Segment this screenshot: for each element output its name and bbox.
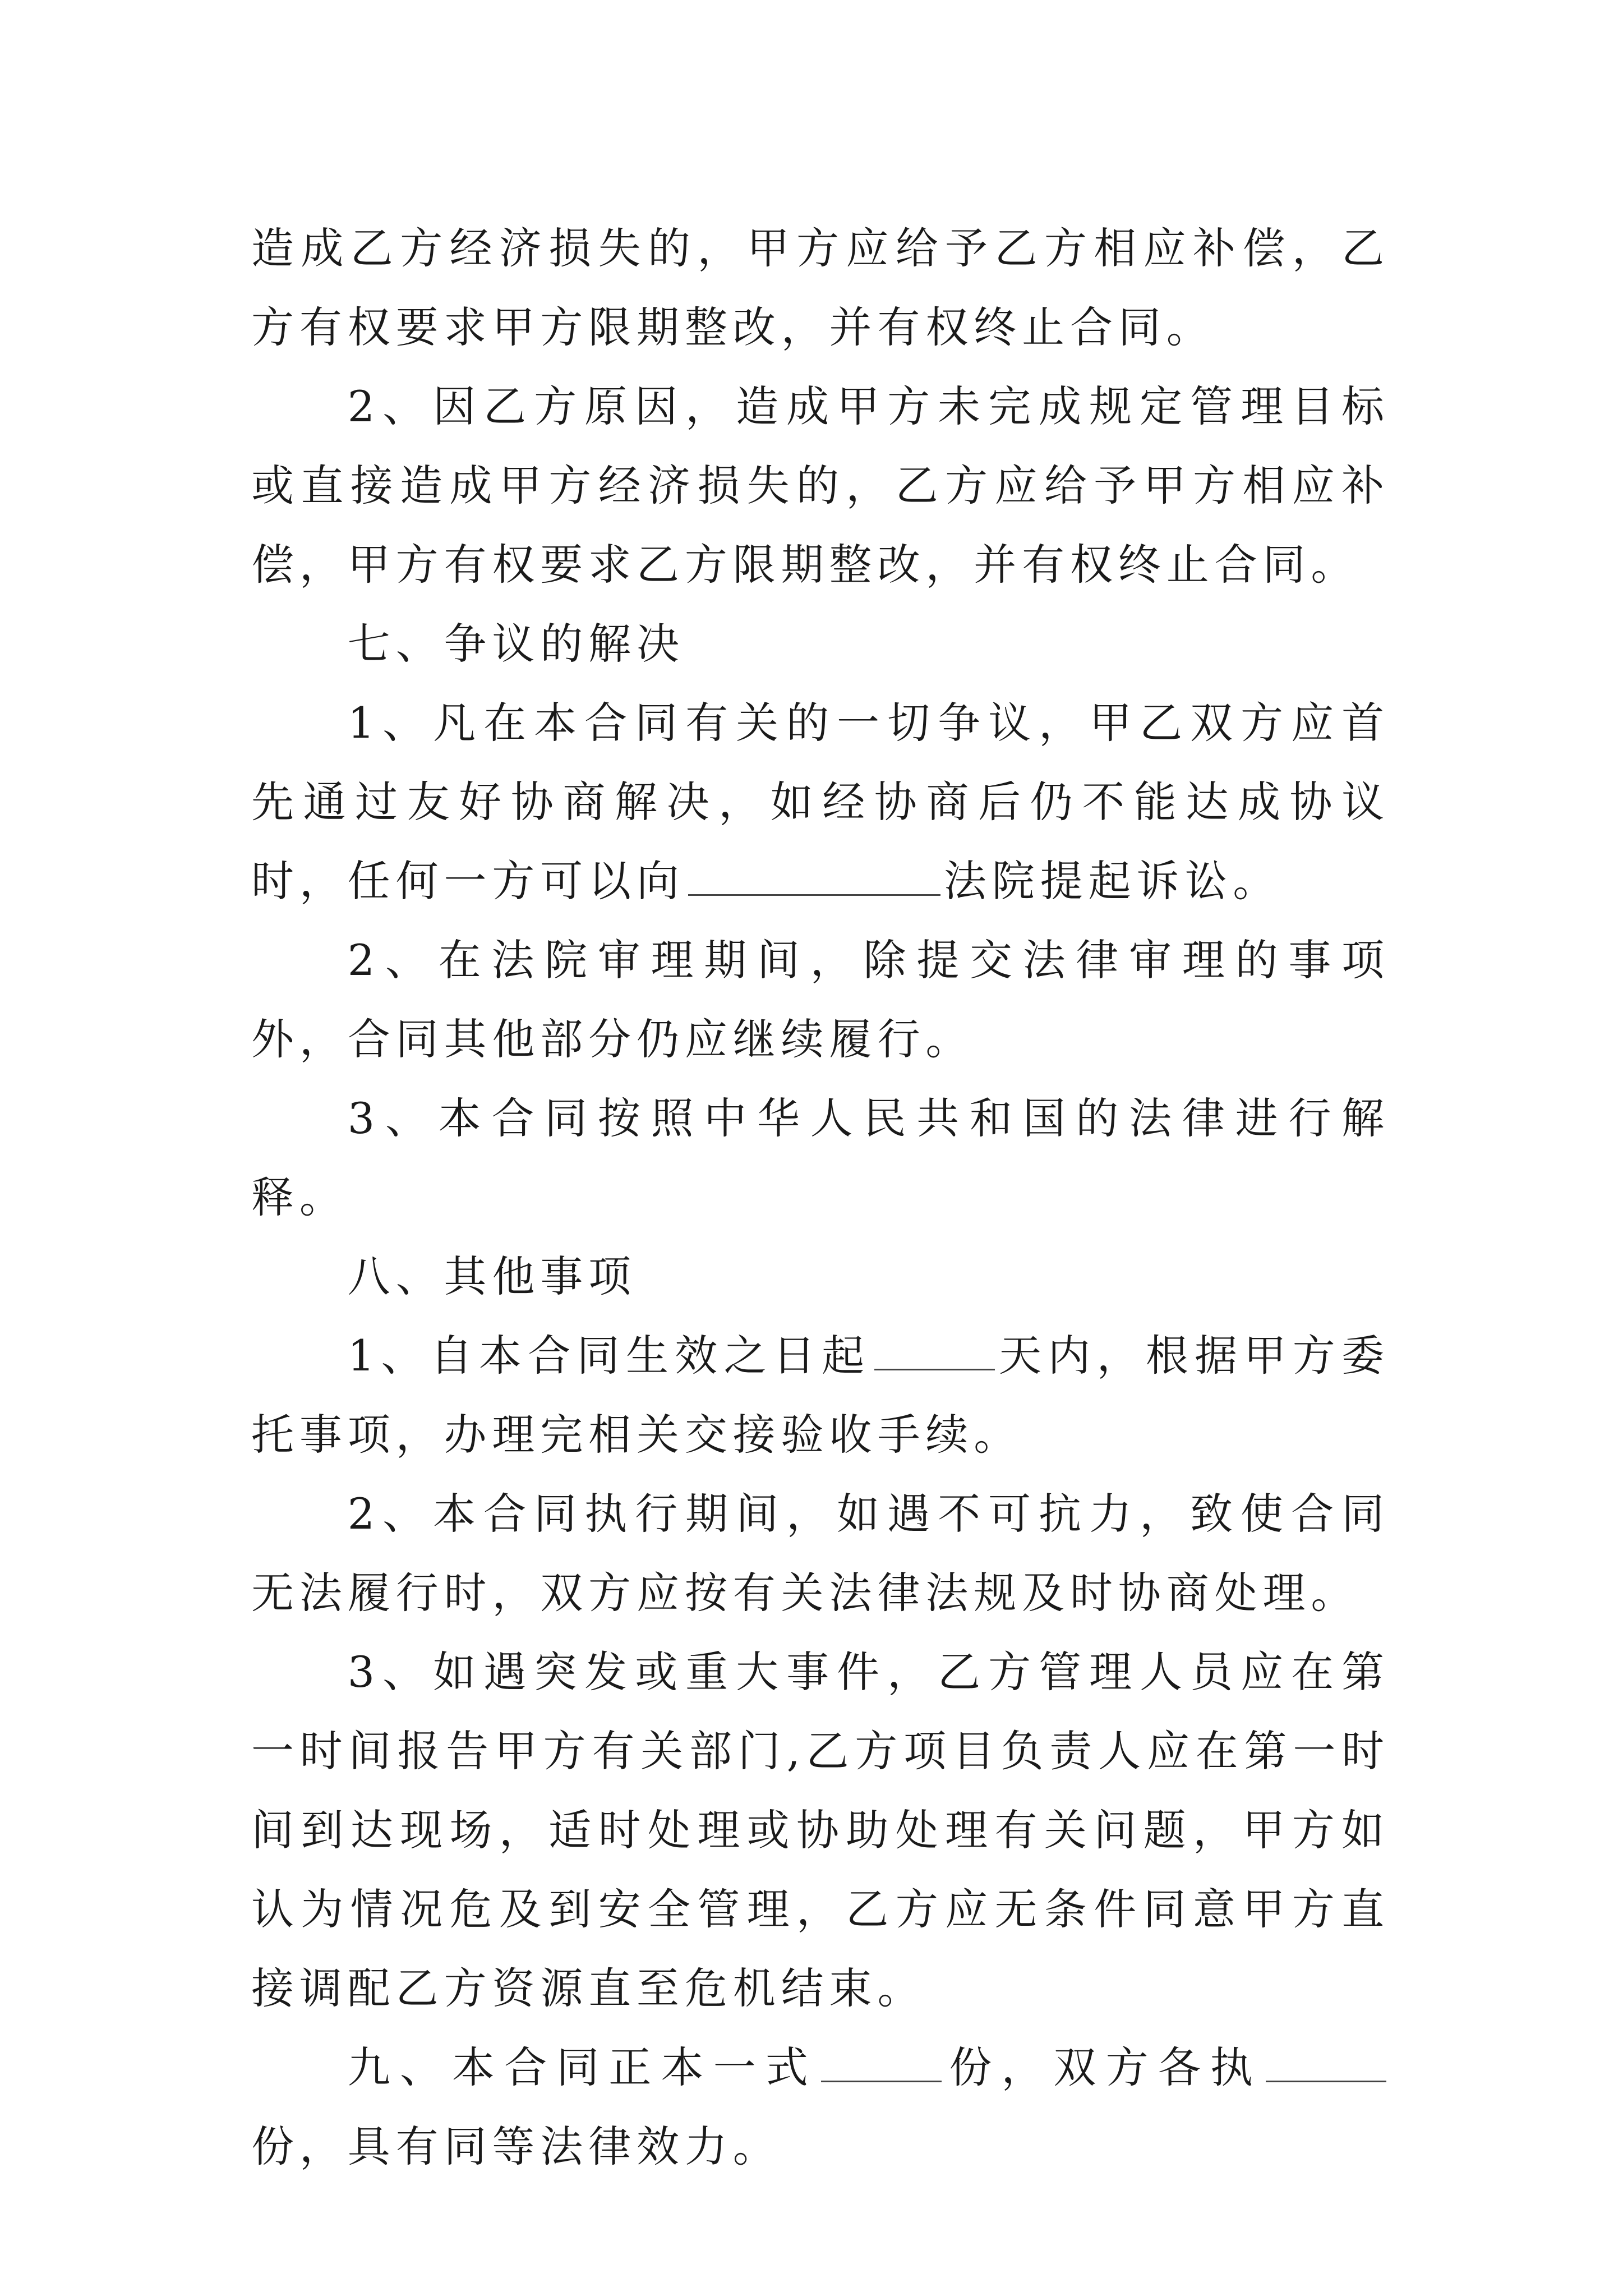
handover-text-before: 1、自本合同生效之日起 (347, 1331, 871, 1381)
paragraph-compensation-end: 造成乙方经济损失的，甲方应给予乙方相应补偿，乙方有权要求甲方限期整改，并有权终止合同。 (251, 223, 1390, 352)
paragraph-copies (251, 2028, 1390, 2186)
dispute-court-text-before: 1、凡在本合同有关的一切争议，甲乙双方应首先通过友好协商解决，如经协商后仍不能达成协议时，任何一方可以向 (251, 698, 1390, 906)
paragraph-governing-law: 3、本合同按照中华人民共和国的法律进行解释。 (251, 1093, 1390, 1222)
paragraph-force-majeure: 2、本合同执行期间，如遇不可抗力，致使合同无法履行时，双方应按有关法律法规及时协商处理。 (251, 1489, 1390, 1618)
court-name-blank (688, 855, 940, 896)
total-copies-blank (821, 2041, 942, 2082)
document-body (251, 209, 1390, 2186)
each-party-copies-blank (1266, 2041, 1386, 2082)
handover-text-after: 天内，根据甲方委托事项，办理完相关交接验收手续。 (251, 1331, 1390, 1460)
paragraph-emergency: 3、如遇突发或重大事件，乙方管理人员应在第一时间报告甲方有关部门,乙方项目负责人应在第一时间到达现场，适时处理或协助处理有关问题，甲方如认为情况危及到安全管理，乙方应无条件同意甲方直接调配乙方资源直至危机结束。 (251, 1647, 1390, 2013)
copies-text-after: 份，具有同等法律效力。 (251, 2122, 781, 2171)
paragraph-handover-days (251, 1316, 1390, 1474)
paragraph-dispute-court (251, 683, 1390, 921)
days-blank (874, 1329, 995, 1370)
copies-text-middle: 份，双方各执 (944, 2042, 1263, 2092)
paragraph-court-period: 2、在法院审理期间，除提交法律审理的事项外，合同其他部分仍应继续履行。 (251, 935, 1390, 1064)
section-heading-other: 八、其他事项 (347, 1251, 637, 1301)
section-heading-dispute: 七、争议的解决 (347, 619, 685, 669)
copies-text-before: 九、本合同正本一式 (347, 2042, 818, 2092)
paragraph-party-b-fault: 2、因乙方原因，造成甲方未完成规定管理目标或直接造成甲方经济损失的，乙方应给予甲方相应补偿，甲方有权要求乙方限期整改，并有权终止合同。 (251, 381, 1390, 590)
dispute-court-text-after: 法院提起诉讼。 (943, 856, 1281, 906)
